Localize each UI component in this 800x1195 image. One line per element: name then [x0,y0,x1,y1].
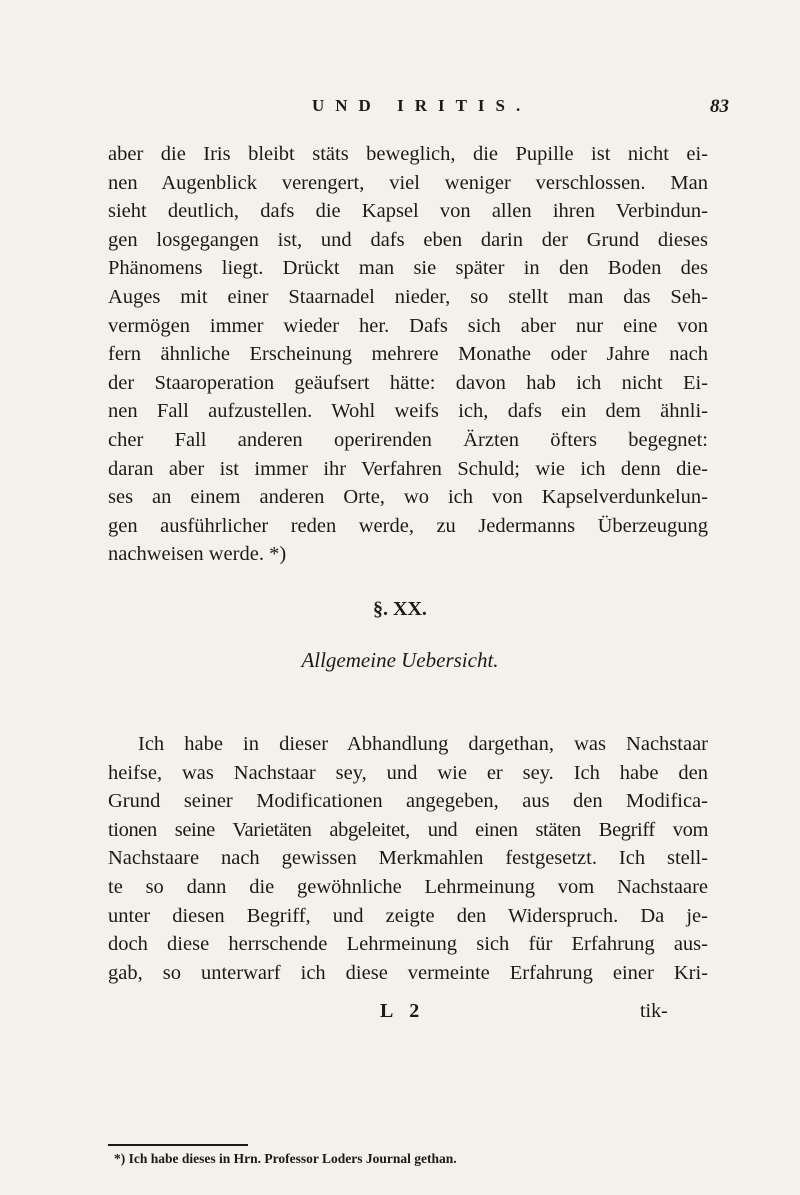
footnote-rule [108,1144,248,1146]
paragraph-1 [108,140,708,569]
text-line: te so dann die gewöhnliche Lehrmeinung vom Nachstaare [108,875,708,898]
text-line: tionen seine Varietäten abgeleitet, und einen stäten Begriff vom [108,818,708,841]
text-line: der Staaroperation geäufsert hätte: davon hab ich nicht Ei- [108,371,708,394]
footnote: *) Ich habe dieses in Hrn. Professor Loders Journal gethan. [114,1151,457,1166]
running-head [0,96,800,126]
running-title: UND IRITIS. [312,96,532,115]
text-line: Phänomens liegt. Drückt man sie später in den Boden des [108,257,708,280]
signature-mark: L 2 [380,1000,426,1022]
text-line: cher Fall anderen operirenden Ärzten öfters begegnet: [108,428,708,451]
text-line: Ich habe in dieser Abhandlung dargethan, was Nachstaar [138,733,708,755]
text-line: sieht deutlich, dafs die Kapsel von allen ihren Verbindun- [108,200,708,223]
paragraph-2 [108,730,708,987]
text-line: unter diesen Begriff, und zeigte den Widerspruch. Da je- [108,904,708,927]
text-line: nachweisen werde. *) [108,543,287,566]
text-line: doch diese herrschende Lehrmeinung sich für Erfahrung aus- [108,933,708,956]
text-line: gen ausführlicher reden werde, zu Jedermanns Überzeugung [108,514,708,537]
text-line: aber die Iris bleibt stäts beweglich, die Pupille ist nicht ei- [108,143,708,165]
text-line: gab, so unterwarf ich diese vermeinte Erfahrung einer Kri- [108,961,708,984]
text-line: nen Fall aufzustellen. Wohl weifs ich, dafs ein dem ähnli- [108,400,708,423]
text-line: Auges mit einer Staarnadel nieder, so stellt man das Seh- [108,285,708,308]
text-line: nen Augenblick verengert, viel weniger verschlossen. Man [108,171,708,194]
text-line: ses an einem anderen Orte, wo ich von Kapselverdunkelun- [108,486,708,509]
section-number: §. XX. [373,598,427,620]
text-line: gen losgegangen ist, und dafs eben darin der Grund dieses [108,228,708,251]
text-line: vermögen immer wieder her. Dafs sich aber nur eine von [108,314,708,337]
page-number: 83 [710,96,729,117]
text-line: daran aber ist immer ihr Verfahren Schuld; wie ich denn die- [108,457,708,480]
text-line: heifse, was Nachstaar sey, und wie er sey. Ich habe den [108,761,708,784]
catchword: tik- [640,1000,668,1022]
text-line: Grund seiner Modificationen angegeben, aus den Modifica- [108,790,708,813]
signature-line [0,1000,800,1028]
text-line: fern ähnliche Erscheinung mehrere Monathe oder Jahre nach [108,343,708,366]
text-line: Nachstaare nach gewissen Merkmahlen festgesetzt. Ich stell- [108,847,708,870]
section-heading: Allgemeine Uebersicht. [301,648,499,672]
